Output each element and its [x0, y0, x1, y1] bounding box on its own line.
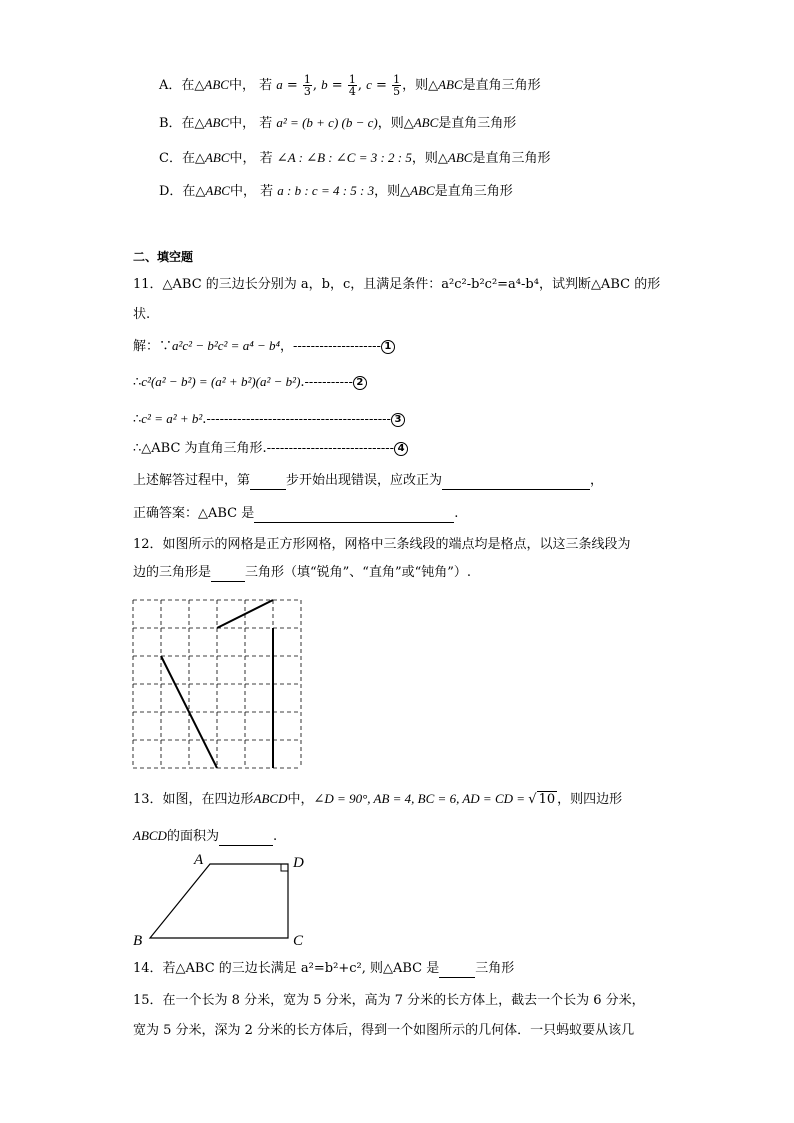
option-d: D．在△ABC中， 若 a : b : c = 4 : 5 : 3，则△ABC是直角三角形: [159, 183, 513, 199]
step-blank[interactable]: [250, 475, 286, 490]
quadrilateral-figure: [128, 850, 318, 950]
q12-line2: 边的三角形是 三角形（填“锐角”、“直角”或“钝角”）.: [133, 565, 472, 580]
q11-step1: 解：∵a²c² − b²c² = a⁴ − b⁴，-------------------- 1: [133, 337, 395, 356]
option-a: A．在△ABC中， 若 a = $\frac{1}{3}$ , b = $\frac{1}{4}$ , c = $\frac{1}{5}$ ，则△ABC是直角三角形: [159, 73, 541, 98]
sqrt-symbol: √: [528, 792, 537, 807]
option-b: B．在△ABC中， 若 a² = (b + c) (b − c)，则△ABC是直角三角形: [159, 115, 517, 131]
fraction-one-third: $\frac{1}{3}$: [303, 73, 311, 98]
triangle-type-blank[interactable]: [211, 567, 245, 582]
option-c: C．在△ABC中， 若 ∠A : ∠B : ∠C = 3 : 2 : 5，则△ABC是直角三角形: [159, 150, 551, 166]
q11-step4: ∴△ABC 为直角三角形.----------------------------- 4: [133, 440, 408, 458]
label-b: B: [133, 933, 143, 949]
circled-number-1: 1: [381, 340, 395, 354]
circled-number-4: 4: [394, 442, 408, 456]
correction-blank[interactable]: [442, 475, 590, 490]
q11-step2: ∴c²(a² − b²) = (a² + b²)(a² − b²).----------- 2: [133, 373, 367, 392]
answer-blank[interactable]: [254, 508, 454, 523]
q14-blank[interactable]: [439, 963, 475, 978]
q11-answer: 正确答案：△ABC 是 .: [133, 506, 459, 521]
q15-line2: 宽为 5 分米，深为 2 分米的长方体后，得到一个如图所示的几何体．一只蚂蚁要从该几: [133, 1023, 635, 1038]
q14: 14．若△ABC 的三边长满足 a²=b²+c², 则△ABC 是 三角形: [133, 961, 515, 976]
q11-question: 上述解答过程中，第 步开始出现错误，应改正为 ，: [133, 473, 604, 488]
area-blank[interactable]: [219, 831, 273, 846]
q12-line1: 12．如图所示的网格是正方形网格，网格中三条线段的端点均是格点，以这三条线段为: [133, 537, 631, 552]
q13-line2: ABCD的面积为 .: [133, 828, 278, 844]
fraction-one-fifth: $\frac{1}{5}$: [393, 73, 401, 98]
label-d: D: [293, 855, 304, 871]
q13-line1: 13．如图，在四边形ABCD中，∠D = 90°, AB = 4, BC = 6, AD = CD = √ 10 ，则四边形: [133, 791, 623, 807]
fraction-one-fourth: $\frac{1}{4}$: [348, 73, 356, 98]
q11-line1: 11．△ABC 的三边长分别为 a，b，c，且满足条件：a²c²-b²c²=a⁴-b⁴，试判断△ABC 的形: [133, 277, 661, 292]
square-grid-figure: [128, 595, 308, 773]
circled-number-2: 2: [353, 376, 367, 390]
q11-line2: 状.: [133, 307, 151, 322]
section-heading: 二、填空题: [133, 250, 194, 264]
label-a: A: [194, 852, 204, 868]
circled-number-3: 3: [391, 413, 405, 427]
q11-step3: ∴c² = a² + b².------------------------------------------ 3: [133, 410, 405, 429]
label-c: C: [293, 933, 304, 949]
q15-line1: 15．在一个长为 8 分米，宽为 5 分米，高为 7 分米的长方体上，截去一个长为 6 分米，: [133, 993, 645, 1008]
